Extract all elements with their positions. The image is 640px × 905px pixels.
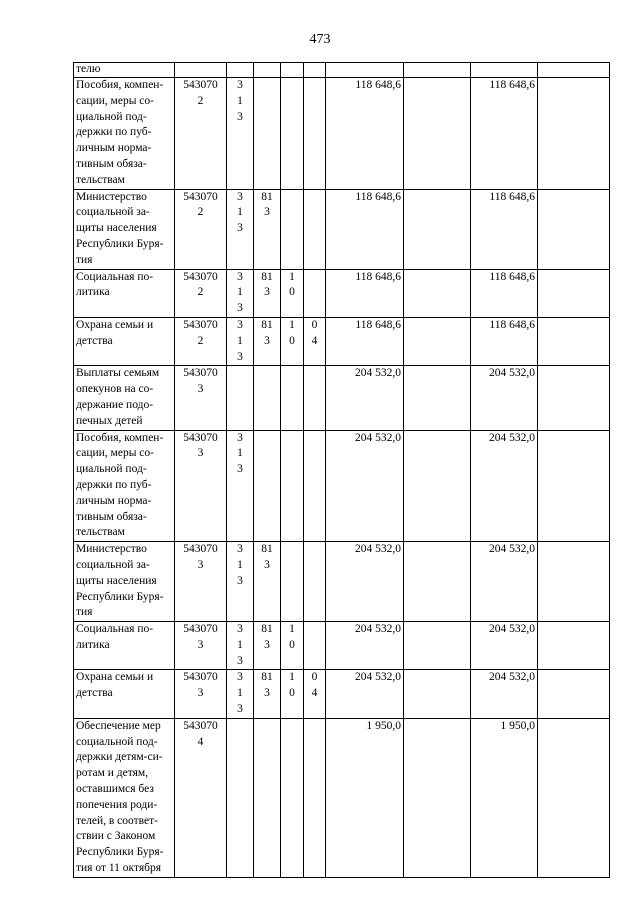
- item-name-cell: [74, 78, 175, 190]
- ministry-code-cell: [254, 63, 281, 78]
- amount-total-cell: 118 648,6: [471, 78, 538, 190]
- cell-line: 3: [237, 703, 243, 716]
- cell-line: Обеспечение мер: [76, 719, 161, 732]
- amount-total-cell: 118 648,6: [471, 269, 538, 317]
- cell-line: 81: [261, 318, 273, 331]
- cell-line: держки по пуб-: [76, 478, 152, 491]
- section-cell: [281, 718, 304, 877]
- cell-line: [283, 366, 301, 382]
- page-number: 473: [309, 32, 331, 47]
- cell-line: Выплаты семьям: [76, 367, 160, 380]
- section-cell: [281, 269, 304, 317]
- item-name-cell: [74, 63, 175, 78]
- empty-amount-cell: [538, 269, 610, 317]
- target-article-cell: [175, 622, 227, 670]
- cell-line: 81: [261, 543, 273, 556]
- amount-cell: 204 532,0: [326, 542, 404, 622]
- cell-line: печных детей: [76, 414, 143, 427]
- cell-line: сации, меры со-: [76, 94, 154, 107]
- cell-line: Министерство: [76, 190, 147, 203]
- cell-line: 1: [237, 447, 243, 460]
- cell-line: попечения роди-: [76, 798, 158, 811]
- cell-line: 1: [237, 334, 243, 347]
- cell-line: социальной под-: [76, 735, 158, 748]
- empty-amount-cell: [404, 542, 471, 622]
- cell-line: тия: [76, 606, 93, 619]
- cell-line: [306, 622, 323, 638]
- cell-line: 3: [264, 558, 270, 571]
- cell-line: 3: [237, 318, 243, 331]
- cell-line: 4: [197, 735, 204, 748]
- target-article-cell: [175, 189, 227, 269]
- ministry-code-cell: [254, 670, 281, 718]
- cell-line: [256, 78, 278, 94]
- cell-line: 1: [237, 687, 243, 700]
- cell-line: [256, 366, 278, 382]
- cell-line: [229, 719, 251, 735]
- cell-line: циальной под-: [76, 463, 147, 476]
- cell-line: 81: [261, 671, 273, 684]
- table-row: [74, 430, 610, 542]
- cell-line: 3: [264, 334, 270, 347]
- target-article-cell: [175, 670, 227, 718]
- cell-line: 543070: [183, 190, 218, 203]
- empty-amount-cell: [538, 542, 610, 622]
- cell-line: 3: [237, 574, 243, 587]
- cell-line: [306, 270, 323, 286]
- amount-total-cell: 204 532,0: [471, 622, 538, 670]
- cell-line: [283, 431, 301, 447]
- section-cell: [281, 430, 304, 542]
- cell-line: держки детям-си-: [76, 751, 163, 764]
- target-article-cell: [175, 269, 227, 317]
- cell-line: 3: [237, 671, 243, 684]
- cell-line: [306, 366, 323, 382]
- amount-cell: 204 532,0: [326, 366, 404, 430]
- table-row: [74, 622, 610, 670]
- cell-line: 2: [197, 206, 204, 219]
- section-cell: [281, 670, 304, 718]
- cell-line: 0: [289, 638, 295, 651]
- empty-amount-cell: [538, 189, 610, 269]
- cell-line: 1: [237, 558, 243, 571]
- target-article-cell: [175, 718, 227, 877]
- cell-line: Республики Буря-: [76, 846, 164, 859]
- cell-line: Социальная по-: [76, 270, 154, 283]
- item-name-cell: [74, 670, 175, 718]
- cell-line: [283, 63, 301, 75]
- cell-line: 0: [311, 671, 318, 684]
- subsection-cell: [304, 63, 326, 78]
- cell-line: 81: [261, 270, 273, 283]
- table-row: [74, 78, 610, 190]
- cell-line: [229, 366, 251, 382]
- section-cell: [281, 542, 304, 622]
- target-article-cell: [175, 366, 227, 430]
- cell-line: 543070: [183, 270, 218, 283]
- empty-amount-cell: [404, 189, 471, 269]
- section-cell: [281, 189, 304, 269]
- ministry-code-cell: [254, 622, 281, 670]
- cell-line: 2: [197, 334, 204, 347]
- budget-table: [73, 62, 610, 878]
- ministry-code-cell: [254, 269, 281, 317]
- cell-line: [306, 190, 323, 206]
- cell-line: 0: [289, 687, 295, 700]
- cell-line: опекунов на со-: [76, 383, 154, 396]
- cell-line: 3: [237, 222, 243, 235]
- cell-line: 3: [237, 190, 243, 203]
- cell-line: 1: [237, 206, 243, 219]
- cell-line: [306, 78, 323, 94]
- ministry-code-cell: [254, 317, 281, 365]
- cell-line: социальной за-: [76, 558, 150, 571]
- amount-cell: 1 950,0: [326, 718, 404, 877]
- target-article-cell: [175, 542, 227, 622]
- expense-type-cell: [227, 670, 254, 718]
- table-row: [74, 269, 610, 317]
- cell-line: тивным обяза-: [76, 510, 147, 523]
- cell-line: [283, 190, 301, 206]
- item-name-cell: [74, 189, 175, 269]
- amount-cell: 118 648,6: [326, 269, 404, 317]
- cell-line: [256, 719, 278, 735]
- ministry-code-cell: [254, 542, 281, 622]
- table-row: [74, 718, 610, 877]
- cell-line: телю: [76, 63, 101, 75]
- empty-amount-cell: [404, 718, 471, 877]
- item-name-cell: [74, 622, 175, 670]
- expense-type-cell: [227, 718, 254, 877]
- empty-amount-cell: [538, 430, 610, 542]
- cell-line: [283, 542, 301, 558]
- cell-line: 81: [261, 190, 273, 203]
- expense-type-cell: [227, 366, 254, 430]
- target-article-cell: [175, 430, 227, 542]
- item-name-cell: [74, 718, 175, 877]
- cell-line: [283, 78, 301, 94]
- cell-line: щиты населения: [76, 222, 157, 235]
- cell-line: [256, 431, 278, 447]
- cell-line: 4: [311, 687, 318, 700]
- cell-line: 1: [289, 623, 295, 636]
- cell-line: 1: [289, 270, 295, 283]
- empty-amount-cell: [538, 78, 610, 190]
- cell-line: 0: [289, 334, 295, 347]
- cell-line: 3: [237, 79, 243, 91]
- section-cell: [281, 317, 304, 365]
- cell-line: 3: [237, 623, 243, 636]
- subsection-cell: [304, 366, 326, 430]
- cell-line: 543070: [183, 367, 218, 380]
- cell-line: 3: [264, 687, 270, 700]
- cell-line: литика: [76, 286, 110, 299]
- empty-amount-cell: [538, 317, 610, 365]
- expense-type-cell: [227, 430, 254, 542]
- amount-cell: [326, 63, 404, 78]
- empty-amount-cell: [404, 430, 471, 542]
- amount-total-cell: [471, 63, 538, 78]
- cell-line: 543070: [183, 623, 218, 636]
- cell-line: 3: [237, 270, 243, 283]
- table-row: [74, 366, 610, 430]
- cell-line: [306, 719, 323, 735]
- empty-amount-cell: [404, 366, 471, 430]
- cell-line: циальной под-: [76, 110, 147, 123]
- subsection-cell: [304, 542, 326, 622]
- section-cell: [281, 63, 304, 78]
- cell-line: 543070: [183, 719, 218, 732]
- cell-line: тия: [76, 253, 93, 266]
- cell-line: 2: [197, 94, 204, 107]
- cell-line: [283, 719, 301, 735]
- cell-line: Пособия, компен-: [76, 431, 164, 444]
- section-cell: [281, 622, 304, 670]
- cell-line: 543070: [183, 543, 218, 556]
- item-name-cell: [74, 317, 175, 365]
- empty-amount-cell: [404, 269, 471, 317]
- cell-line: [177, 63, 224, 75]
- cell-line: Республики Буря-: [76, 237, 164, 250]
- expense-type-cell: [227, 317, 254, 365]
- subsection-cell: [304, 78, 326, 190]
- cell-line: социальной за-: [76, 206, 150, 219]
- table-row: [74, 63, 610, 78]
- subsection-cell: [304, 430, 326, 542]
- amount-cell: 204 532,0: [326, 430, 404, 542]
- cell-line: 543070: [183, 431, 218, 444]
- cell-line: 81: [261, 623, 273, 636]
- cell-line: литика: [76, 638, 110, 651]
- amount-total-cell: 1 950,0: [471, 718, 538, 877]
- amount-cell: 118 648,6: [326, 317, 404, 365]
- subsection-cell: [304, 670, 326, 718]
- cell-line: держки по пуб-: [76, 126, 152, 139]
- empty-amount-cell: [404, 317, 471, 365]
- amount-total-cell: 204 532,0: [471, 366, 538, 430]
- empty-amount-cell: [404, 670, 471, 718]
- target-article-cell: [175, 78, 227, 190]
- amount-total-cell: 118 648,6: [471, 317, 538, 365]
- cell-line: Охрана семьи и: [76, 318, 154, 331]
- cell-line: 4: [311, 334, 318, 347]
- amount-cell: 204 532,0: [326, 670, 404, 718]
- ministry-code-cell: [254, 366, 281, 430]
- expense-type-cell: [227, 542, 254, 622]
- subsection-cell: [304, 269, 326, 317]
- cell-line: Пособия, компен-: [76, 79, 164, 91]
- cell-line: ствии с Законом: [76, 830, 156, 843]
- subsection-cell: [304, 317, 326, 365]
- ministry-code-cell: [254, 78, 281, 190]
- cell-line: 1: [237, 94, 243, 107]
- cell-line: 0: [289, 286, 295, 299]
- empty-amount-cell: [538, 63, 610, 78]
- cell-line: [306, 431, 323, 447]
- expense-type-cell: [227, 78, 254, 190]
- cell-line: [229, 63, 251, 75]
- expense-type-cell: [227, 189, 254, 269]
- cell-line: держание подо-: [76, 398, 154, 411]
- cell-line: 2: [197, 286, 204, 299]
- empty-amount-cell: [538, 622, 610, 670]
- cell-line: 1: [289, 318, 295, 331]
- amount-total-cell: 118 648,6: [471, 189, 538, 269]
- empty-amount-cell: [404, 622, 471, 670]
- subsection-cell: [304, 718, 326, 877]
- cell-line: щиты населения: [76, 574, 157, 587]
- cell-line: сации, меры со-: [76, 447, 154, 460]
- cell-line: Республики Буря-: [76, 590, 164, 603]
- expense-type-cell: [227, 622, 254, 670]
- cell-line: Социальная по-: [76, 623, 154, 636]
- cell-line: 1: [237, 286, 243, 299]
- cell-line: Охрана семьи и: [76, 671, 154, 684]
- ministry-code-cell: [254, 718, 281, 877]
- amount-total-cell: 204 532,0: [471, 542, 538, 622]
- cell-line: 3: [264, 638, 270, 651]
- cell-line: детства: [76, 334, 113, 347]
- amount-total-cell: 204 532,0: [471, 430, 538, 542]
- cell-line: [256, 63, 278, 75]
- cell-line: личным норма-: [76, 494, 152, 507]
- target-article-cell: [175, 317, 227, 365]
- cell-line: 3: [197, 687, 204, 700]
- cell-line: тия от 11 октября: [76, 862, 162, 875]
- amount-cell: 204 532,0: [326, 622, 404, 670]
- item-name-cell: [74, 430, 175, 542]
- expense-type-cell: [227, 63, 254, 78]
- cell-line: 3: [237, 463, 243, 476]
- cell-line: телей, в соответ-: [76, 814, 158, 827]
- target-article-cell: [175, 63, 227, 78]
- cell-line: 3: [237, 302, 243, 315]
- cell-line: 3: [197, 383, 204, 396]
- item-name-cell: [74, 366, 175, 430]
- empty-amount-cell: [538, 670, 610, 718]
- table-row: [74, 317, 610, 365]
- section-cell: [281, 78, 304, 190]
- table-row: [74, 670, 610, 718]
- ministry-code-cell: [254, 189, 281, 269]
- amount-total-cell: 204 532,0: [471, 670, 538, 718]
- cell-line: 3: [197, 447, 204, 460]
- amount-cell: 118 648,6: [326, 78, 404, 190]
- empty-amount-cell: [404, 78, 471, 190]
- cell-line: 3: [237, 543, 243, 556]
- table-row: [74, 542, 610, 622]
- cell-line: 1: [237, 638, 243, 651]
- table-body: [74, 63, 610, 878]
- cell-line: тельствам: [76, 173, 125, 186]
- cell-line: 3: [237, 431, 243, 444]
- cell-line: детства: [76, 687, 113, 700]
- cell-line: 3: [237, 350, 243, 363]
- cell-line: 3: [237, 110, 243, 123]
- section-cell: [281, 366, 304, 430]
- cell-line: Министерство: [76, 543, 147, 556]
- cell-line: оставшимся без: [76, 783, 154, 796]
- cell-line: личным норма-: [76, 142, 152, 155]
- cell-line: 1: [289, 671, 295, 684]
- cell-line: тельствам: [76, 526, 125, 539]
- cell-line: [306, 63, 323, 75]
- item-name-cell: [74, 269, 175, 317]
- cell-line: 3: [197, 558, 204, 571]
- cell-line: 543070: [183, 671, 218, 684]
- cell-line: 543070: [183, 318, 218, 331]
- cell-line: 0: [311, 318, 318, 331]
- table-row: [74, 189, 610, 269]
- empty-amount-cell: [538, 366, 610, 430]
- cell-line: тивным обяза-: [76, 157, 147, 170]
- item-name-cell: [74, 542, 175, 622]
- amount-cell: 118 648,6: [326, 189, 404, 269]
- empty-amount-cell: [404, 63, 471, 78]
- empty-amount-cell: [538, 718, 610, 877]
- cell-line: 3: [264, 286, 270, 299]
- ministry-code-cell: [254, 430, 281, 542]
- cell-line: 543070: [183, 79, 218, 91]
- cell-line: 3: [197, 638, 204, 651]
- cell-line: ротам и детям,: [76, 767, 149, 780]
- expense-type-cell: [227, 269, 254, 317]
- cell-line: [306, 542, 323, 558]
- subsection-cell: [304, 622, 326, 670]
- cell-line: 3: [237, 654, 243, 667]
- cell-line: 3: [264, 206, 270, 219]
- subsection-cell: [304, 189, 326, 269]
